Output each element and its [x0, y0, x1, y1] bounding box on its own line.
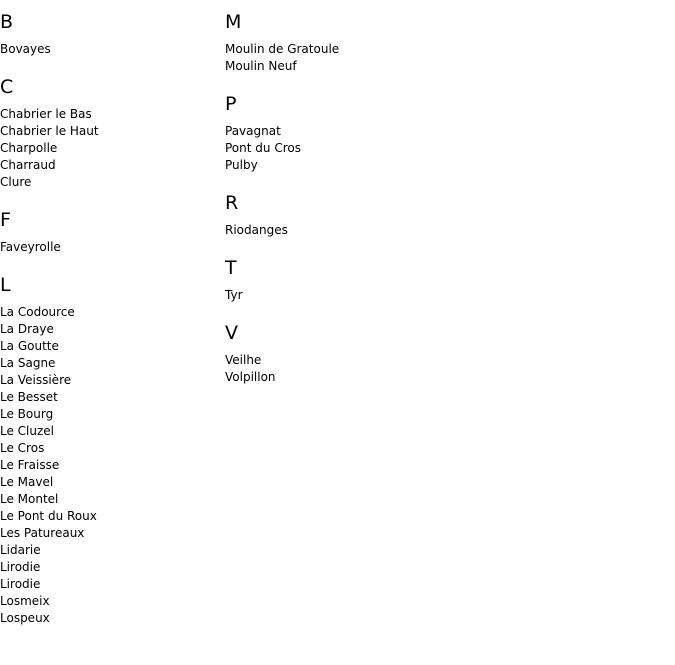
place-list-item: Losmeix [0, 594, 50, 608]
place-list-item: Riodanges [225, 223, 288, 237]
place-list-item: Lirodie [0, 577, 41, 591]
place-list-item: Veilhe [225, 353, 262, 367]
place-list-item: Chabrier le Haut [0, 124, 99, 138]
place-list-item: Charraud [0, 158, 56, 172]
place-list-item: Faveyrolle [0, 240, 61, 254]
place-list-item: La Sagne [0, 356, 56, 370]
place-list-item: Chabrier le Bas [0, 107, 92, 121]
letter-group-t [225, 257, 445, 304]
place-list [225, 123, 445, 174]
place-list-item: Tyr [225, 288, 243, 302]
letter-heading: M [225, 11, 242, 33]
place-list [225, 352, 445, 386]
place-list-item: Lidarie [0, 543, 41, 557]
place-list-item: Le Besset [0, 390, 58, 404]
place-list-item: Bovayes [0, 42, 51, 56]
place-list-item: Charpolle [0, 141, 58, 155]
place-list-item: Le Cros [0, 441, 45, 455]
letter-group-p [225, 93, 445, 174]
place-list [0, 239, 220, 256]
letter-group-v [225, 322, 445, 386]
index-column-right [225, 0, 445, 404]
letter-group-f [0, 209, 220, 256]
letter-group-b [0, 11, 220, 58]
place-list [0, 41, 220, 58]
place-list-item: Le Mavel [0, 475, 54, 489]
letter-heading: V [225, 322, 238, 344]
letter-heading: T [225, 257, 237, 279]
place-list-item: Le Montel [0, 492, 59, 506]
place-list-item: Pont du Cros [225, 141, 301, 155]
place-list [225, 222, 445, 239]
letter-heading: R [225, 192, 239, 214]
place-list-item: Lirodie [0, 560, 41, 574]
place-list-item: Le Pont du Roux [0, 509, 97, 523]
place-list-item: Clure [0, 175, 32, 189]
place-list-item: Moulin de Gratoule [225, 42, 340, 56]
place-list-item: Les Patureaux [0, 526, 85, 540]
place-list [0, 304, 220, 627]
place-list-item: La Draye [0, 322, 54, 336]
place-list [225, 287, 445, 304]
place-list-item: La Veissière [0, 373, 72, 387]
letter-group-m [225, 11, 445, 75]
place-list [225, 41, 445, 75]
place-list-item: La Codource [0, 305, 75, 319]
letter-heading: P [225, 93, 237, 115]
place-list-item: Le Bourg [0, 407, 54, 421]
place-list-item: Lospeux [0, 611, 50, 625]
letter-heading: C [0, 76, 14, 98]
letter-group-r [225, 192, 445, 239]
index-column-left [0, 0, 220, 645]
letter-heading: L [0, 274, 11, 296]
place-list-item: Volpillon [225, 370, 276, 384]
place-list-item: Moulin Neuf [225, 59, 297, 73]
place-list [0, 106, 220, 191]
place-list-item: Le Cluzel [0, 424, 55, 438]
letter-heading: F [0, 209, 11, 231]
letter-group-c [0, 76, 220, 191]
letter-group-l [0, 274, 220, 627]
letter-heading: B [0, 11, 14, 33]
place-list-item: Pavagnat [225, 124, 281, 138]
place-list-item: La Goutte [0, 339, 59, 353]
place-list-item: Le Fraisse [0, 458, 60, 472]
place-list-item: Pulby [225, 158, 258, 172]
